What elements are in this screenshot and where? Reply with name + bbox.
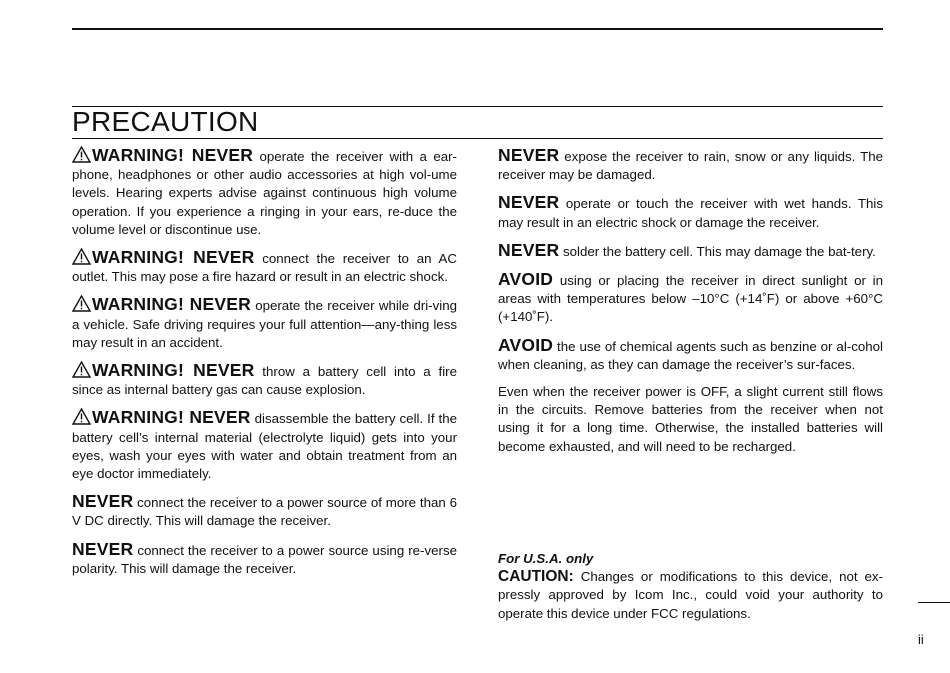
never-paragraph xyxy=(498,241,883,261)
avoid-lead: AVOID xyxy=(498,269,554,290)
warning-paragraph xyxy=(72,295,457,352)
avoid-text: using or placing the receiver in direct sunlight or in areas with temperatures below –10°C (+14˚F) or above +60°C (+140˚F). xyxy=(498,273,883,325)
right-column xyxy=(498,146,883,465)
warning-lead: WARNING! NEVER xyxy=(92,294,251,315)
never-lead: NEVER xyxy=(498,145,560,165)
warning-text: operate the receiver while dri-ving a vehicle. Safe driving requires your full attention—any-thing less may result in an accident. xyxy=(72,298,457,350)
caution-paragraph xyxy=(498,568,883,623)
never-paragraph xyxy=(72,540,457,578)
avoid-paragraph xyxy=(498,270,883,327)
never-lead: NEVER xyxy=(72,491,134,512)
warning-triangle-icon xyxy=(72,361,91,378)
warning-text: operate the receiver with a ear-phone, headphones or other audio accessories at high vol-ume levels. Hearing experts advise against continuous high volume operation. If you experience a ringing in your ears, re-duce the volume level or discontinue use. xyxy=(72,149,457,237)
caution-text: Changes or modifications to this device, not ex-pressly approved by Icom Inc., could void your authority to operate this device under FCC regulations. xyxy=(498,569,883,621)
warning-lead: WARNING! NEVER xyxy=(92,145,254,165)
never-text: solder the battery cell. This may damage the bat-tery. xyxy=(559,243,876,259)
warning-paragraph xyxy=(72,248,457,286)
caution-lead: CAUTION: xyxy=(498,568,574,586)
never-text: expose the receiver to rain, snow or any liquids. The receiver may be damaged. xyxy=(498,149,883,183)
warning-triangle-icon xyxy=(72,248,91,265)
warning-paragraph xyxy=(72,408,457,483)
never-lead: NEVER xyxy=(498,192,560,213)
warning-triangle-icon xyxy=(72,146,91,163)
usa-caution-block xyxy=(498,550,883,623)
warning-text: throw a battery cell into a fire since as internal battery gas can cause explosion. xyxy=(72,364,457,398)
left-column xyxy=(72,146,457,587)
warning-lead: WARNING! NEVER xyxy=(92,247,255,268)
warning-triangle-icon xyxy=(72,408,91,425)
never-paragraph xyxy=(72,492,457,530)
usa-label: For U.S.A. only xyxy=(498,551,594,566)
avoid-paragraph xyxy=(498,336,883,374)
avoid-text: the use of chemical agents such as benzine or al-cohol when cleaning, as they can damage the receiver’s sur-faces. xyxy=(498,338,883,372)
page-title: PRECAUTION xyxy=(72,106,259,137)
never-paragraph xyxy=(498,193,883,231)
never-lead: NEVER xyxy=(72,538,134,559)
never-lead: NEVER xyxy=(498,239,560,260)
warning-triangle-icon xyxy=(72,295,91,312)
never-paragraph xyxy=(498,146,883,184)
page-number: ii xyxy=(918,632,924,647)
warning-text: disassemble the battery cell. If the battery cell’s internal material (electrolyte liquid) gets into your eyes, wash your eyes with water and obtain treatment from an eye doctor immediately. xyxy=(72,411,457,482)
avoid-lead: AVOID xyxy=(498,334,554,355)
warning-paragraph xyxy=(72,146,457,239)
warning-lead: WARNING! NEVER xyxy=(92,360,255,381)
warning-paragraph xyxy=(72,361,457,399)
title-bottom-rule xyxy=(72,138,883,139)
warning-lead: WARNING! NEVER xyxy=(92,407,251,428)
top-rule xyxy=(72,28,883,30)
battery-note-paragraph: Even when the receiver power is OFF, a slight current still flows in the circuits. Remove batteries from the receiver when not using it for a long time. Otherwise, the installed batteries will become exhausted, and will need to be recharged. xyxy=(498,384,883,454)
never-text: connect the receiver to a power source of more than 6 V DC directly. This will damage the receiver. xyxy=(72,495,457,529)
never-text: connect the receiver to a power source using re-verse polarity. This will damage the receiver. xyxy=(72,542,457,576)
warning-text: connect the receiver to an AC outlet. This may pose a fire hazard or result in an electric shock. xyxy=(72,251,457,285)
page-number-rule xyxy=(918,602,950,603)
never-text: operate or touch the receiver with wet hands. This may result in an electric shock or damage the receiver. xyxy=(498,196,883,230)
